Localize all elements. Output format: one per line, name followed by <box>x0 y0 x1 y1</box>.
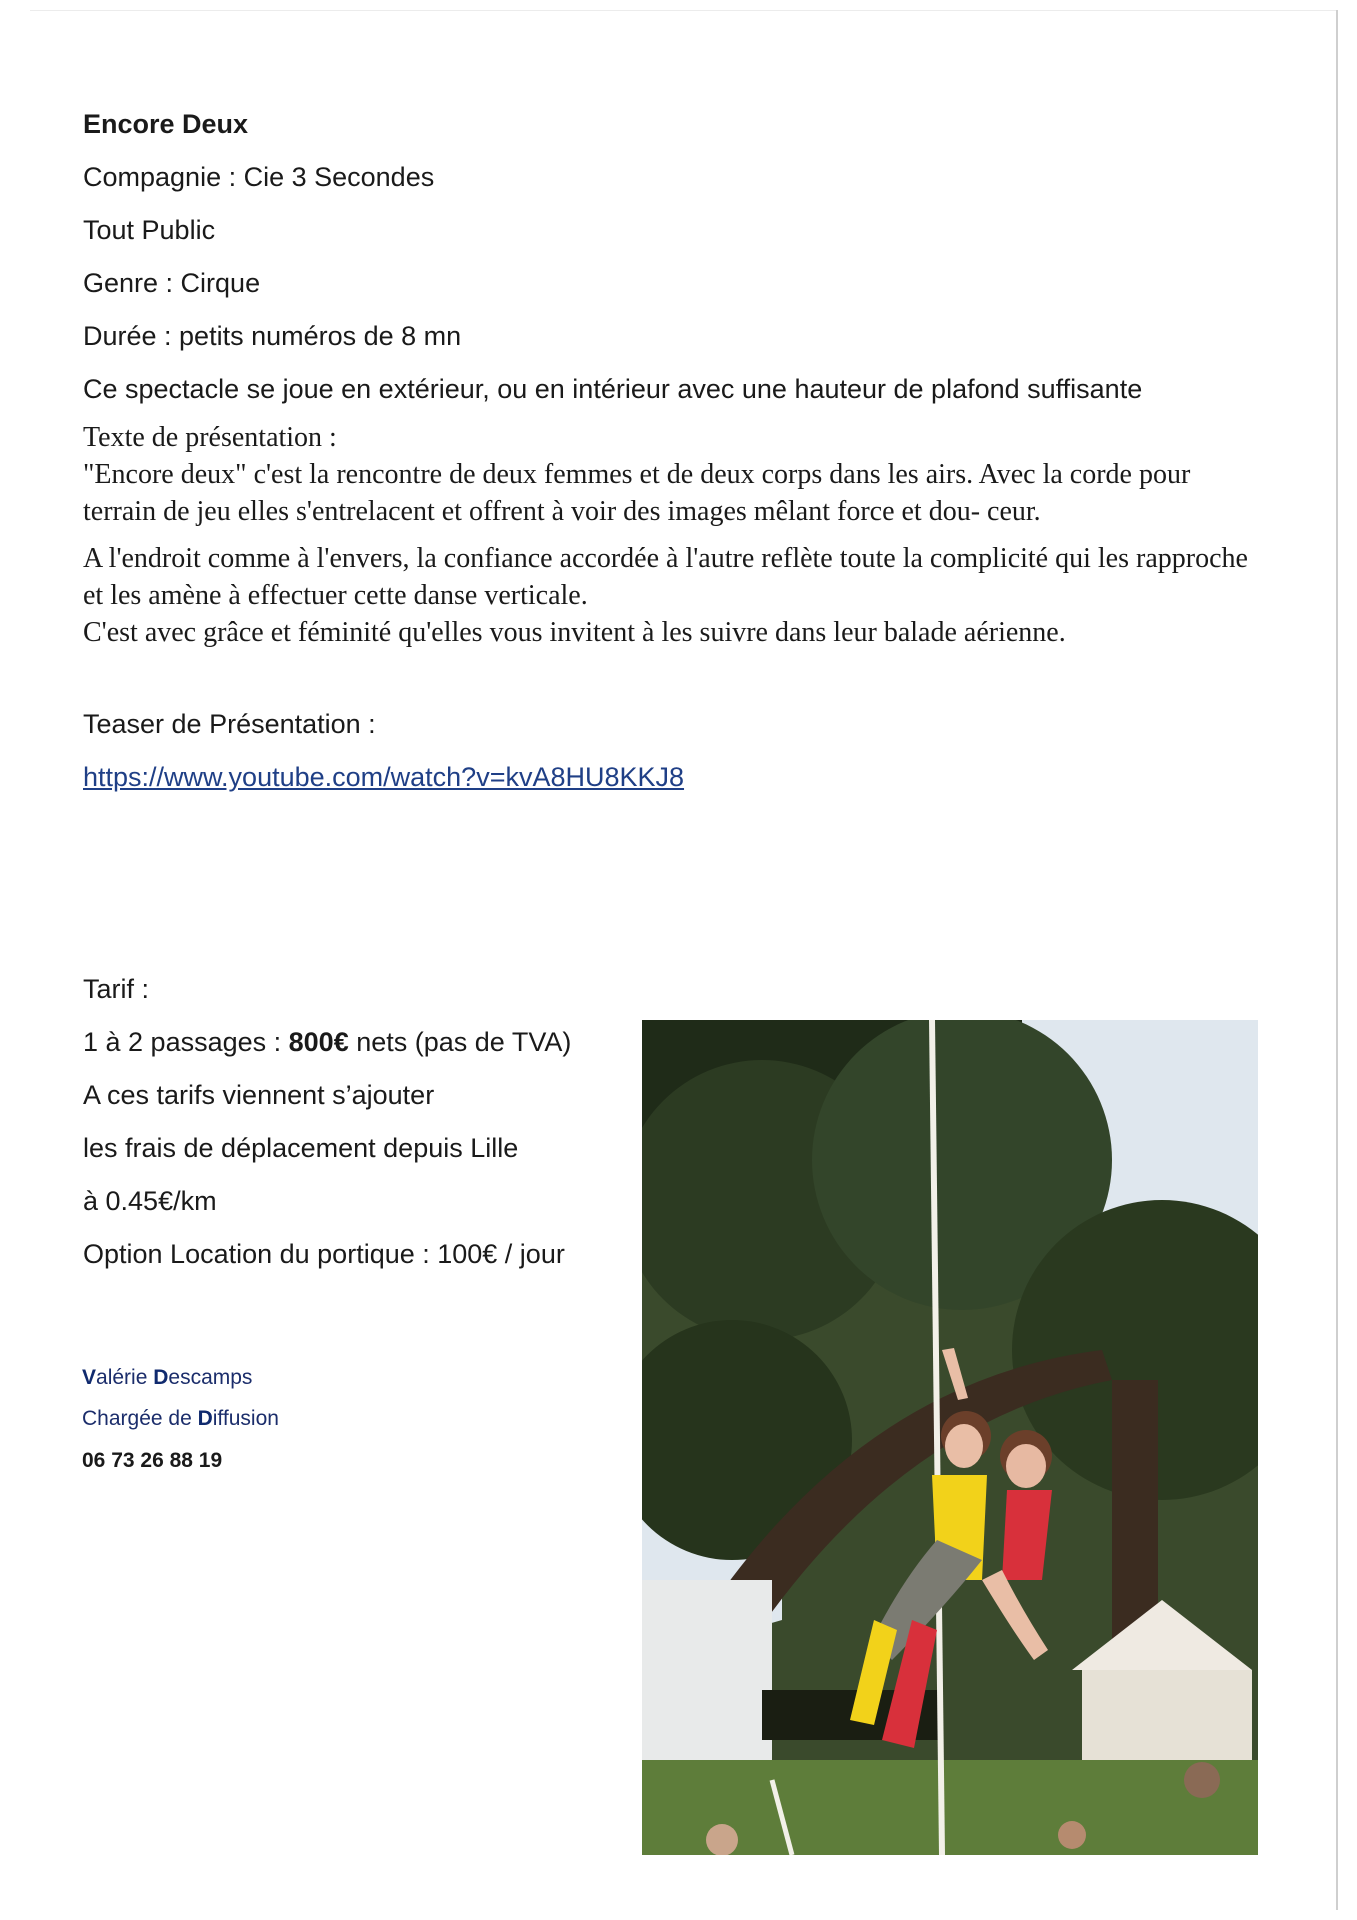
pricing-line-5: Option Location du portique : 100€ / jour <box>83 1239 565 1269</box>
pricing-line-3: les frais de déplacement depuis Lille <box>83 1133 519 1163</box>
pricing-heading: Tarif : <box>83 974 150 1004</box>
contact-name-initial-1: V <box>82 1366 97 1389</box>
aerial-rope-photo <box>642 1020 1258 1855</box>
aerial-rope-photo-illustration <box>642 1020 1258 1855</box>
audience-line: Tout Public <box>83 215 216 245</box>
contact-name <box>82 1366 252 1390</box>
page-right-edge <box>1336 10 1338 1910</box>
page-top-edge <box>30 10 1336 11</box>
presentation-paragraph-3: C'est avec grâce et féminité qu'elles vous invitent à les suivre dans leur balade aérienne. <box>83 616 1066 648</box>
presentation-block <box>83 420 1253 652</box>
contact-name-rest-2: escamps <box>168 1366 253 1389</box>
company-line: Compagnie : Cie 3 Secondes <box>83 162 435 192</box>
venue-line: Ce spectacle se joue en extérieur, ou en intérieur avec une hauteur de plafond suffisante <box>83 374 1143 404</box>
teaser-label: Teaser de Présentation : <box>83 709 376 739</box>
show-title: Encore Deux <box>83 109 249 139</box>
contact-name-initial-2: D <box>153 1366 169 1389</box>
contact-role-initial: D <box>197 1407 213 1430</box>
teaser-link[interactable]: https://www.youtube.com/watch?v=kvA8HU8KKJ8 <box>83 762 685 792</box>
presentation-heading: Texte de présentation : <box>83 422 337 453</box>
contact-phone: 06 73 26 88 19 <box>82 1449 223 1472</box>
pricing-line-1-prefix: 1 à 2 passages : <box>83 1027 289 1057</box>
pricing-line-2: A ces tarifs viennent s’ajouter <box>83 1080 435 1110</box>
contact-role-prefix: Chargée de <box>82 1407 198 1430</box>
contact-role <box>82 1407 279 1431</box>
presentation-paragraph-2: A l'endroit comme à l'envers, la confiance accordée à l'autre reflète toute la complicité qui les rapproche et les amène à effectuer cette danse verticale. <box>83 542 1248 611</box>
contact-role-rest: iffusion <box>212 1407 279 1430</box>
pricing-line-1 <box>83 1025 571 1060</box>
pricing-line-1-suffix: nets (pas de TVA) <box>348 1027 572 1057</box>
duration-line: Durée : petits numéros de 8 mn <box>83 321 462 351</box>
pricing-line-4: à 0.45€/km <box>83 1186 217 1216</box>
contact-name-rest-1: alérie <box>96 1366 154 1389</box>
presentation-paragraph-1: "Encore deux" c'est la rencontre de deux femmes et de deux corps dans les airs. Avec la corde pour terrain de jeu elles s'entrelacent et offrent à voir des images mêlant force et dou- ceur. <box>83 458 1191 527</box>
genre-line: Genre : Cirque <box>83 268 261 298</box>
pricing-price: 800€ <box>288 1027 349 1057</box>
